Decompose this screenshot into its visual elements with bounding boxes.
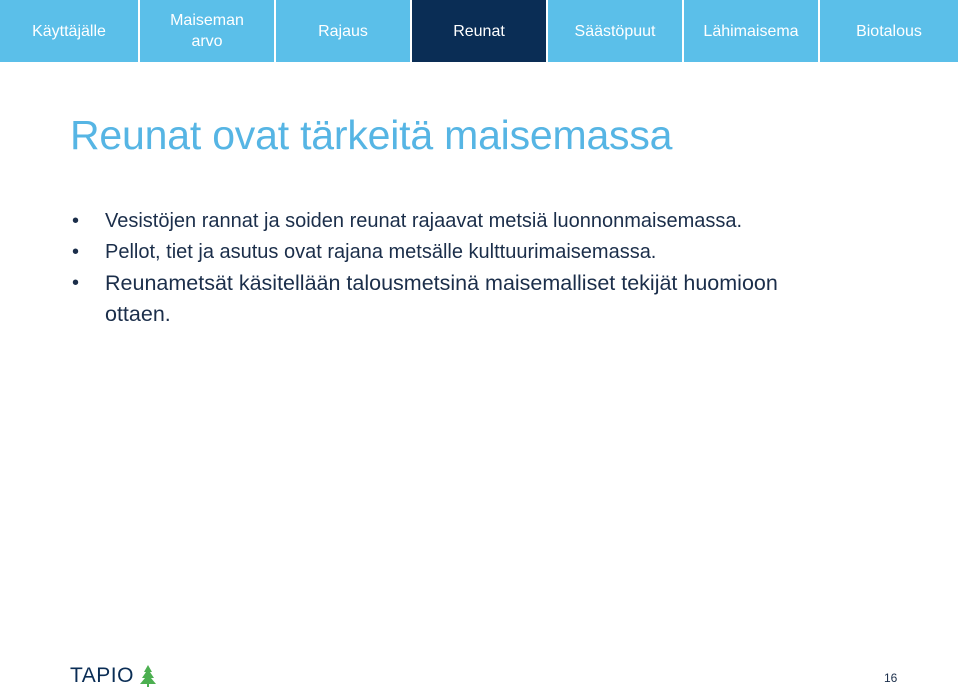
logo-text: TAPIO [70,664,134,687]
tab-rajaus[interactable] [276,0,412,62]
slide-title: Reunat ovat tärkeitä maisemassa [70,112,673,158]
list-item-text: Reunametsät käsitellään talousmetsinä maisemalliset tekijät huomioon ottaen. [105,271,778,326]
list-item [72,268,805,330]
page-number: 16 [884,671,898,685]
tab-label: Maiseman arvo [170,12,244,50]
top-navigation [0,0,960,62]
list-item-text: Vesistöjen rannat ja soiden reunat rajaavat metsiä luonnonmaisemassa. [105,210,743,232]
tree-icon [139,664,157,688]
tapio-logo [70,664,157,688]
tab-label: Rajaus [318,22,368,40]
bullet-icon: • [72,210,80,232]
tab-biotalous[interactable] [820,0,960,62]
list-item [72,237,932,268]
tab-maiseman-arvo[interactable] [140,0,276,62]
bullet-list [72,206,932,330]
bullet-icon: • [72,272,80,294]
list-item-text: Pellot, tiet ja asutus ovat rajana metsälle kulttuurimaisemassa. [105,241,657,263]
tab-reunat[interactable] [412,0,548,62]
tab-kayttajalle[interactable] [0,0,140,62]
tab-label: Biotalous [856,22,922,40]
tab-lahimaisema[interactable] [684,0,820,62]
tab-label: Säästöpuut [574,22,656,40]
tab-label: Käyttäjälle [32,22,106,40]
bullet-icon: • [72,241,80,263]
list-item [72,206,932,237]
tab-label: Reunat [453,22,505,40]
tab-label: Lähimaisema [703,22,799,40]
tab-saastopuut[interactable] [548,0,684,62]
